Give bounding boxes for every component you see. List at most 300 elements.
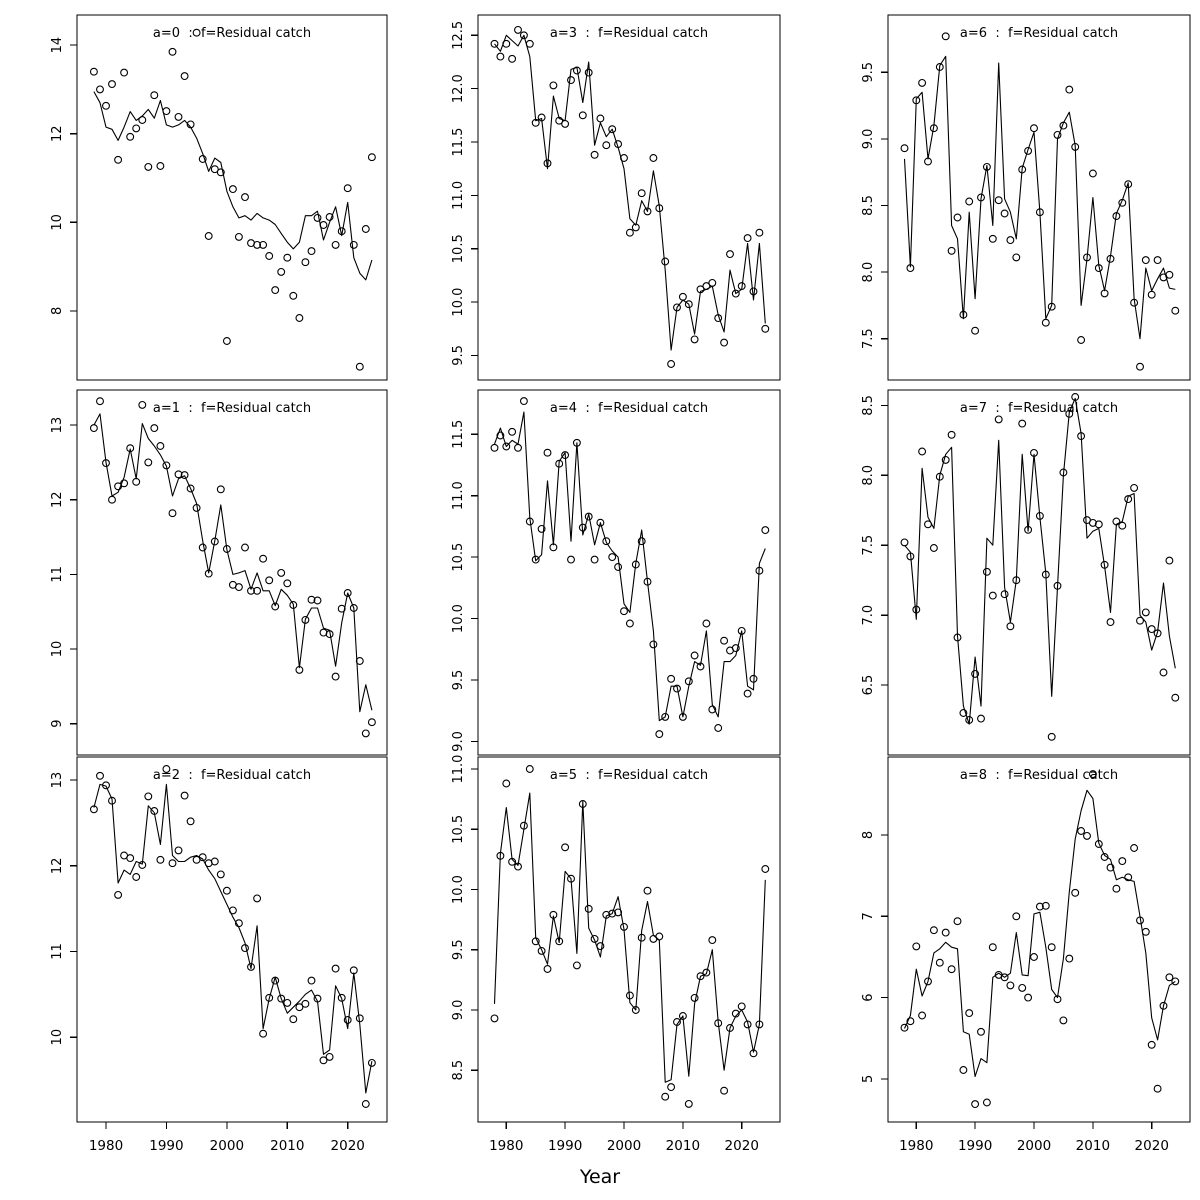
obs-point [585,69,592,76]
obs-point [744,690,751,697]
obs-point [97,772,104,779]
obs-point [931,927,938,934]
y-tick-label: 11.0 [451,754,466,784]
y-tick-label: 8.0 [861,464,876,486]
obs-point [350,242,357,249]
obs-point [1078,828,1085,835]
obs-point [509,55,516,62]
obs-point [662,1093,669,1100]
obs-point [491,1015,498,1022]
obs-point [603,142,610,149]
obs-point [1019,420,1026,427]
obs-point [217,486,224,493]
obs-point [1154,1085,1161,1092]
obs-point [290,292,297,299]
obs-point [509,428,516,435]
panel-title: a=2 : f=Residual catch [152,768,312,783]
obs-point [302,1000,309,1007]
obs-point [756,229,763,236]
obs-point [972,327,979,334]
obs-point [503,40,510,47]
obs-point [1137,363,1144,370]
obs-point [597,115,604,122]
obs-point [515,444,522,451]
obs-point [1148,1041,1155,1048]
obs-point [948,247,955,254]
obs-point [133,478,140,485]
obs-point [157,856,164,863]
y-tick-label: 11.0 [451,180,466,210]
obs-point [709,280,716,287]
obs-point [942,33,949,40]
y-tick-label: 5 [861,1074,876,1084]
obs-point [97,398,104,405]
obs-point [224,887,231,894]
y-tick-label: 7.0 [861,604,876,626]
fit-line [905,56,1176,338]
obs-point [242,945,249,952]
y-tick-label: 9.5 [451,669,466,691]
x-tick-label: 1990 [149,1138,184,1154]
y-tick-label: 10.0 [451,287,466,317]
y-tick-label: 6.5 [861,674,876,696]
y-tick-label: 9.5 [451,939,466,961]
panel-title: a=1 : f=Residual catch [152,401,312,416]
x-tick-label: 2020 [1134,1138,1169,1154]
y-tick-label: 9 [50,719,65,728]
obs-point [942,929,949,936]
obs-point [913,943,920,950]
obs-point [109,496,116,503]
obs-point [260,1030,267,1037]
obs-point [1131,485,1138,492]
obs-point [224,338,231,345]
obs-point [127,855,134,862]
obs-point [931,545,938,552]
obs-point [709,937,716,944]
obs-point [621,608,628,615]
y-tick-label: 9.0 [451,731,466,752]
obs-point [954,918,961,925]
obs-point [721,1087,728,1094]
obs-point [984,568,991,575]
x-tick-label: 1980 [489,1138,524,1154]
obs-point [139,402,146,409]
obs-point [1031,954,1038,961]
y-tick-label: 7.5 [861,328,876,350]
obs-points [91,766,376,1108]
obs-point [91,68,98,75]
obs-point [145,164,152,171]
y-tick-label: 10 [50,1028,65,1046]
obs-point [1148,291,1155,298]
obs-point [925,521,932,528]
y-tick-label: 12.0 [451,74,466,104]
obs-point [662,258,669,265]
y-tick-label: 10.5 [451,814,466,844]
obs-point [491,40,498,47]
fit-line [94,414,372,712]
x-tick-label: 2020 [724,1138,759,1154]
obs-point [966,198,973,205]
obs-point [644,887,651,894]
obs-point [278,570,285,577]
obs-points [901,771,1179,1108]
obs-point [721,637,728,644]
y-tick-label: 11 [50,943,65,960]
obs-point [145,793,152,800]
y-tick-label: 10.5 [451,542,466,572]
obs-point [668,361,675,368]
obs-point [1113,885,1120,892]
fit-line [495,35,766,350]
obs-point [579,112,586,119]
obs-point [296,315,303,322]
obs-point [1007,982,1014,989]
y-tick-label: 10.5 [451,234,466,264]
y-tick-label: 8.5 [861,395,876,416]
panel-a6 [861,15,1190,380]
obs-point [978,715,985,722]
obs-point [127,133,134,140]
obs-point [260,555,267,562]
obs-point [356,658,363,665]
obs-point [960,1067,967,1074]
obs-point [762,527,769,534]
obs-point [115,156,122,163]
obs-point [568,77,575,84]
obs-point [332,965,339,972]
x-tick-label: 2000 [1016,1138,1052,1154]
obs-point [320,222,327,229]
y-tick-label: 8.5 [861,195,876,216]
obs-point [362,1101,369,1108]
y-tick-label: 11.5 [451,127,466,157]
obs-point [369,154,376,161]
obs-point [901,539,908,546]
obs-point [550,82,557,89]
obs-point [1019,985,1026,992]
panel-a2 [50,757,387,1154]
obs-point [205,233,212,240]
obs-point [989,592,996,599]
obs-point [948,966,955,973]
panel-title: a=5 : f=Residual catch [549,768,709,783]
obs-point [175,847,182,854]
obs-point [242,194,249,201]
obs-point [133,874,140,881]
obs-point [133,125,140,132]
x-tick-label: 2000 [209,1138,245,1154]
obs-point [278,269,285,276]
obs-point [211,858,218,865]
obs-point [332,673,339,680]
obs-point [230,186,237,193]
y-tick-label: 12.5 [451,20,466,50]
obs-point [691,995,698,1002]
obs-point [1166,557,1173,564]
obs-point [521,398,528,405]
obs-points [901,394,1179,741]
x-tick-label: 2010 [665,1138,701,1154]
obs-point [1172,694,1179,701]
y-tick-label: 9.0 [451,999,466,1021]
obs-point [1042,319,1049,326]
obs-point [1007,237,1014,244]
obs-point [1119,522,1126,529]
y-tick-label: 6 [861,993,876,1002]
obs-point [1054,132,1061,139]
obs-point [668,1084,675,1091]
panel-border [77,757,387,1122]
obs-point [169,510,176,517]
x-tick-label: 2010 [270,1138,305,1154]
fit-line [905,398,1176,724]
panel-title: a=7 : f=Residual catch [959,401,1119,416]
y-tick-label: 8.5 [451,1059,466,1081]
obs-point [1090,170,1097,177]
obs-point [966,1010,973,1017]
obs-point [627,229,634,236]
obs-point [181,792,188,799]
obs-point [326,1054,333,1061]
obs-point [272,287,279,294]
y-tick-label: 10.0 [451,875,466,904]
y-tick-label: 10 [50,214,65,231]
obs-point [597,943,604,950]
obs-point [1025,994,1032,1001]
obs-point [1148,626,1155,633]
obs-point [1131,845,1138,852]
obs-point [242,544,249,551]
obs-point [656,933,663,940]
y-tick-label: 12 [50,857,65,875]
obs-point [362,730,369,737]
panel-border [478,757,780,1122]
x-tick-label: 1990 [957,1138,993,1154]
y-tick-label: 13 [50,771,65,789]
obs-point [308,248,315,255]
y-tick-label: 11.0 [451,481,466,511]
obs-point [1142,928,1149,935]
y-tick-label: 8 [50,306,65,316]
obs-point [762,866,769,873]
obs-point [715,725,722,732]
y-tick-label: 12 [50,125,65,142]
obs-point [574,962,581,969]
obs-points [91,29,376,370]
panel-a7 [861,390,1190,755]
panel-border [888,390,1190,755]
obs-point [609,554,616,561]
obs-point [1142,257,1149,264]
obs-point [732,645,739,652]
obs-point [1066,86,1073,93]
obs-point [284,580,291,587]
obs-point [332,242,339,249]
obs-point [942,457,949,464]
obs-point [954,214,961,221]
obs-point [744,235,751,242]
obs-point [738,1003,745,1010]
obs-point [650,641,657,648]
fit-line [495,412,766,720]
y-tick-label: 14 [50,36,65,54]
obs-point [115,892,122,899]
panel-title: a=6 : f=Residual catch [959,26,1119,41]
obs-point [369,719,376,726]
obs-point [1001,210,1008,217]
obs-point [1013,913,1020,920]
obs-point [685,1101,692,1108]
obs-point [650,155,657,162]
obs-point [344,185,351,192]
obs-point [1031,125,1038,132]
obs-point [1048,944,1055,951]
y-tick-label: 13 [50,416,65,434]
x-tick-label: 2010 [1075,1138,1111,1154]
obs-points [91,398,376,737]
obs-point [627,620,634,627]
obs-point [1119,858,1126,865]
obs-point [491,444,498,451]
obs-point [526,766,533,773]
obs-point [344,1017,351,1024]
obs-point [308,977,315,984]
obs-point [217,871,224,878]
obs-point [1048,733,1055,740]
obs-point [236,584,243,591]
obs-point [145,459,152,466]
obs-point [762,325,769,332]
obs-point [169,860,176,867]
x-tick-label: 2000 [606,1138,642,1154]
obs-point [356,363,363,370]
obs-point [314,215,321,222]
obs-point [169,48,176,55]
panel-title: a=8 : f=Residual catch [959,768,1119,783]
obs-point [615,564,622,571]
obs-point [936,959,943,966]
obs-point [139,117,146,124]
fit-line [905,790,1176,1076]
obs-point [526,40,533,47]
obs-point [284,1000,291,1007]
obs-point [515,27,522,34]
obs-point [703,620,710,627]
obs-point [97,86,104,93]
panel-a4 [451,390,780,755]
obs-point [157,443,164,450]
obs-points [491,398,769,738]
obs-point [585,905,592,912]
y-tick-label: 7.5 [861,534,876,556]
obs-point [691,652,698,659]
obs-point [984,1099,991,1106]
panel-border [888,757,1190,1122]
obs-point [1066,955,1073,962]
obs-point [1084,833,1091,840]
y-tick-label: 8 [861,830,876,840]
obs-point [121,69,128,76]
panel-a1 [50,390,387,755]
obs-points [491,766,769,1108]
panel-border [478,390,780,755]
obs-point [995,197,1002,204]
y-tick-label: 9.5 [861,61,876,83]
obs-point [901,145,908,152]
obs-point [91,425,98,432]
obs-point [948,431,955,438]
obs-point [1060,1017,1067,1024]
obs-point [919,448,926,455]
y-tick-label: 10 [50,640,65,658]
obs-point [1154,257,1161,264]
obs-point [1013,254,1020,261]
obs-point [919,1012,926,1019]
obs-point [157,163,164,170]
obs-point [1078,337,1085,344]
obs-point [1160,669,1167,676]
obs-point [1166,271,1173,278]
obs-point [978,1028,985,1035]
obs-point [727,251,734,258]
y-tick-label: 9.5 [451,345,466,366]
y-tick-label: 9.0 [861,128,876,150]
obs-point [591,556,598,563]
obs-point [562,121,569,128]
obs-point [568,556,575,563]
obs-point [668,675,675,682]
obs-point [266,253,273,260]
y-tick-label: 8.0 [861,261,876,283]
x-tick-label: 1990 [547,1138,583,1154]
y-tick-label: 12 [50,491,65,508]
panel-a0 [50,15,387,380]
panel-a3 [451,15,780,380]
obs-point [236,234,243,241]
obs-point [1072,889,1079,896]
obs-point [1137,617,1144,624]
obs-point [497,53,504,60]
obs-point [1001,591,1008,598]
obs-point [175,114,182,121]
obs-point [1142,609,1149,616]
panel-border [478,15,780,380]
obs-point [591,151,598,158]
obs-point [230,907,237,914]
obs-point [919,80,926,87]
obs-point [109,81,116,88]
obs-point [989,944,996,951]
y-tick-label: 11.5 [451,419,466,449]
x-tick-label: 1980 [88,1138,124,1154]
obs-point [362,226,369,233]
panel-a5 [451,755,780,1154]
obs-point [562,844,569,851]
obs-points [491,27,769,368]
obs-point [1107,619,1114,626]
obs-point [181,73,188,80]
panel-title: a=3 : f=Residual catch [549,26,709,41]
obs-point [254,895,261,902]
obs-point [1007,623,1014,630]
y-tick-label: 7 [861,912,876,921]
panel-title: a=0 : f=Residual catch [152,26,312,41]
x-axis-title: Year [579,1166,621,1188]
obs-point [290,1016,297,1023]
obs-point [503,780,510,787]
